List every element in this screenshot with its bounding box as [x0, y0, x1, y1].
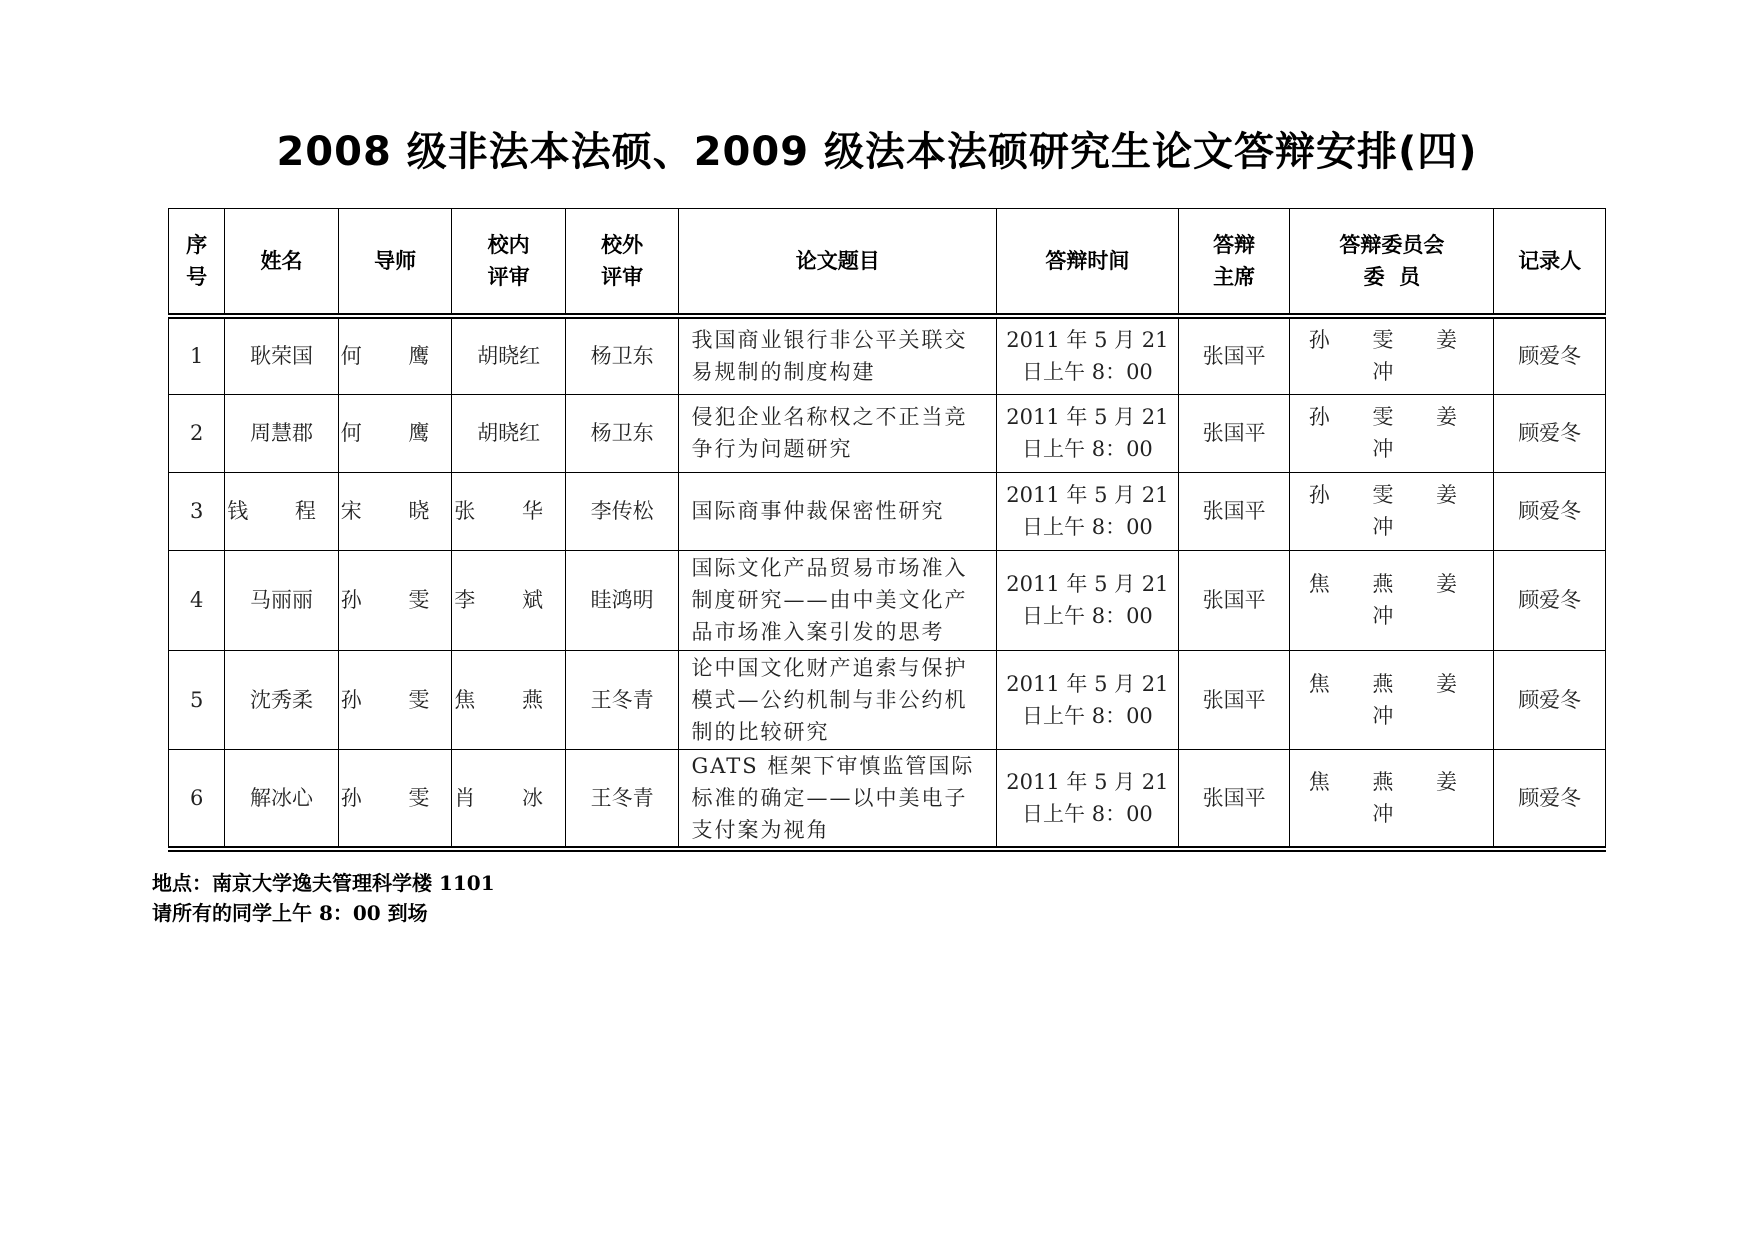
cell-name: 钱 程 [225, 472, 339, 550]
cell-advisor: 孙 雯 [338, 749, 452, 849]
cell-internal-reviewer: 焦 燕 [452, 650, 566, 749]
cell-internal-reviewer: 肖 冰 [452, 749, 566, 849]
cell-defense-time: 2011 年 5 月 21 日上午 8：00 [996, 749, 1178, 849]
cell-committee: 焦 燕 姜 冲 [1290, 650, 1494, 749]
cell-external-reviewer: 王冬青 [565, 650, 679, 749]
cell-chair: 张国平 [1178, 472, 1290, 550]
cell-external-reviewer: 王冬青 [565, 749, 679, 849]
header-internal-review: 校内 评审 [452, 209, 566, 317]
cell-chair: 张国平 [1178, 650, 1290, 749]
cell-internal-reviewer: 胡晓红 [452, 394, 566, 472]
cell-recorder: 顾爱冬 [1494, 472, 1606, 550]
cell-internal-reviewer: 胡晓红 [452, 316, 566, 394]
cell-defense-time: 2011 年 5 月 21 日上午 8：00 [996, 550, 1178, 650]
cell-defense-time: 2011 年 5 月 21 日上午 8：00 [996, 316, 1178, 394]
table-row [169, 749, 1606, 849]
cell-committee: 孙 雯 姜 冲 [1290, 394, 1494, 472]
cell-thesis-title: 国际文化产品贸易市场准入制度研究——由中美文化产品市场准入案引发的思考 [679, 550, 997, 650]
cell-recorder: 顾爱冬 [1494, 316, 1606, 394]
cell-name: 耿荣国 [225, 316, 339, 394]
cell-thesis-title: 国际商事仲裁保密性研究 [679, 472, 997, 550]
table-row [169, 316, 1606, 394]
cell-thesis-title: 我国商业银行非公平关联交易规制的制度构建 [679, 316, 997, 394]
cell-external-reviewer: 杨卫东 [565, 394, 679, 472]
cell-recorder: 顾爱冬 [1494, 550, 1606, 650]
cell-advisor: 孙 雯 [338, 550, 452, 650]
cell-thesis-title: GATS 框架下审慎监管国际标准的确定——以中美电子支付案为视角 [679, 749, 997, 849]
header-thesis-title: 论文题目 [679, 209, 997, 317]
cell-recorder: 顾爱冬 [1494, 394, 1606, 472]
table-row [169, 650, 1606, 749]
cell-defense-time: 2011 年 5 月 21 日上午 8：00 [996, 472, 1178, 550]
header-external-review: 校外 评审 [565, 209, 679, 317]
cell-seq: 1 [169, 316, 225, 394]
cell-committee: 焦 燕 姜 冲 [1290, 550, 1494, 650]
table-row [169, 550, 1606, 650]
cell-recorder: 顾爱冬 [1494, 650, 1606, 749]
cell-external-reviewer: 杨卫东 [565, 316, 679, 394]
cell-committee: 焦 燕 姜 冲 [1290, 749, 1494, 849]
cell-defense-time: 2011 年 5 月 21 日上午 8：00 [996, 394, 1178, 472]
cell-advisor: 何 鹰 [338, 316, 452, 394]
header-recorder: 记录人 [1494, 209, 1606, 317]
page-title: 2008 级非法本法硕、2009 级法本法硕研究生论文答辩安排(四) [276, 129, 1478, 175]
cell-seq: 3 [169, 472, 225, 550]
header-chair: 答辩 主席 [1178, 209, 1290, 317]
cell-defense-time: 2011 年 5 月 21 日上午 8：00 [996, 650, 1178, 749]
cell-name: 周慧郡 [225, 394, 339, 472]
cell-chair: 张国平 [1178, 550, 1290, 650]
cell-seq: 2 [169, 394, 225, 472]
cell-external-reviewer: 李传松 [565, 472, 679, 550]
cell-chair: 张国平 [1178, 749, 1290, 849]
cell-seq: 6 [169, 749, 225, 849]
cell-advisor: 宋 晓 [338, 472, 452, 550]
footer-location: 地点：南京大学逸夫管理科学楼 1101 [152, 871, 495, 895]
cell-internal-reviewer: 张 华 [452, 472, 566, 550]
cell-seq: 5 [169, 650, 225, 749]
table-header-row [169, 209, 1606, 317]
footer-notice: 请所有的同学上午 8：00 到场 [152, 901, 428, 925]
cell-chair: 张国平 [1178, 316, 1290, 394]
cell-name: 马丽丽 [225, 550, 339, 650]
cell-seq: 4 [169, 550, 225, 650]
cell-advisor: 孙 雯 [338, 650, 452, 749]
cell-external-reviewer: 眭鸿明 [565, 550, 679, 650]
defense-schedule-table [168, 208, 1606, 852]
cell-chair: 张国平 [1178, 394, 1290, 472]
cell-internal-reviewer: 李 斌 [452, 550, 566, 650]
header-seq: 序 号 [169, 209, 225, 317]
cell-thesis-title: 论中国文化财产追索与保护模式—公约机制与非公约机制的比较研究 [679, 650, 997, 749]
cell-thesis-title: 侵犯企业名称权之不正当竞争行为问题研究 [679, 394, 997, 472]
cell-committee: 孙 雯 姜 冲 [1290, 472, 1494, 550]
cell-committee: 孙 雯 姜 冲 [1290, 316, 1494, 394]
cell-name: 解冰心 [225, 749, 339, 849]
cell-name: 沈秀柔 [225, 650, 339, 749]
header-defense-time: 答辩时间 [996, 209, 1178, 317]
header-advisor: 导师 [338, 209, 452, 317]
cell-advisor: 何 鹰 [338, 394, 452, 472]
table-row [169, 472, 1606, 550]
header-name: 姓名 [225, 209, 339, 317]
cell-recorder: 顾爱冬 [1494, 749, 1606, 849]
header-committee: 答辩委员会 委 员 [1290, 209, 1494, 317]
table-row [169, 394, 1606, 472]
